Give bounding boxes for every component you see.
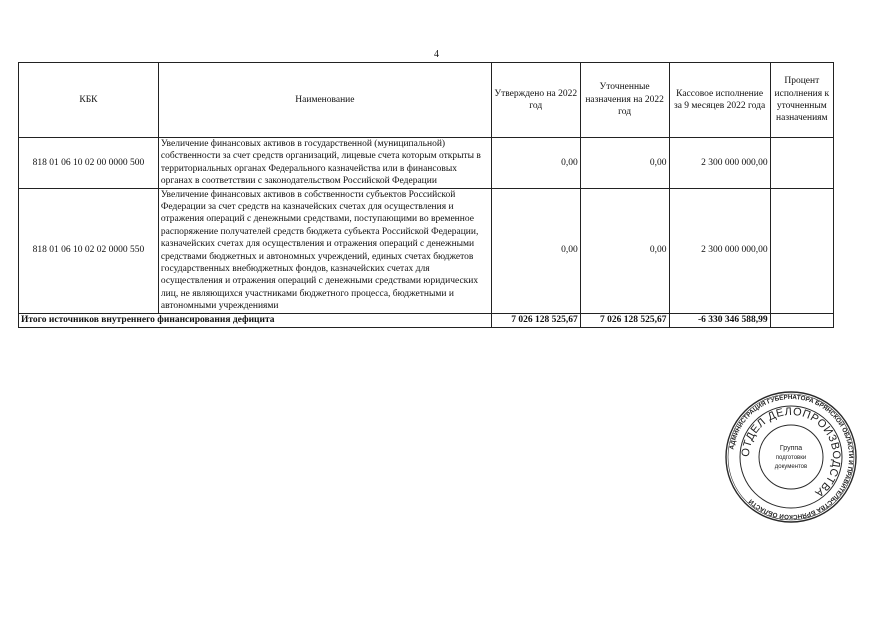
row-name: Увеличение финансовых активов в собственности субъектов Российской Федерации за счет средств на казначейских счетах для осуществления и отражения операций с денежными средствами, поступающими во временное распоряжение получателей средств бюджета субъекта Российской Федерации, казначейских счетах для осуществления и отражения операций с денежными средствами бюджетных и автономных учреждений, единых счетах бюджетов государственных внебюджетных фондов, казначейских счетах для осуществления и отражения операций с денежными средствами юридических лиц, не являющихся участниками бюджетного процесса, бюджетными и автономными учреждениями [158,188,491,313]
row-approved: 0,00 [491,188,580,313]
stamp-center-line-1: Группа [779,445,803,452]
stamp-center-line-3: документов [774,464,808,470]
stamp-middle-text: ОТДЕЛ ДЕЛОПРОИЗВОДСТВА [739,405,843,500]
table-header-row [19,63,834,138]
header-specified: Уточненные назначения на 2022 год [580,63,669,138]
row-kbk: 818 01 06 10 02 02 0000 550 [19,188,159,313]
total-percent [770,313,833,327]
row-cash-execution: 2 300 000 000,00 [669,138,770,189]
total-specified: 7 026 128 525,67 [580,313,669,327]
budget-table [18,62,834,328]
row-name: Увеличение финансовых активов в государственной (муниципальной) собственности за счет средств организаций, лицевые счета которым открыты в территориальных органах Федерального казначейства или в финансовых органах в соответствии с законодательством Российской Федерации [158,138,491,189]
stamp-center-line-2: подготовки [775,455,807,461]
header-approved: Утверждено на 2022 год [491,63,580,138]
row-kbk: 818 01 06 10 02 00 0000 500 [19,138,159,189]
page-number: 4 [434,49,439,60]
stamp-outer-text: АДМИНИСТРАЦИЯ ГУБЕРНАТОРА БРЯНСКОЙ ОБЛАСТИ И ПРАВИТЕЛЬСТВА БРЯНСКОЙ ОБЛАСТИ [728,393,855,521]
header-name: Наименование [158,63,491,138]
total-label: Итого источников внутреннего финансирования дефицита [19,313,492,327]
total-cash-execution: -6 330 346 588,99 [669,313,770,327]
row-percent [770,188,833,313]
row-specified: 0,00 [580,188,669,313]
total-row [19,313,834,327]
total-approved: 7 026 128 525,67 [491,313,580,327]
header-percent: Процент исполнения к уточненным назначениям [770,63,833,138]
header-cash-execution: Кассовое исполнение за 9 месяцев 2022 года [669,63,770,138]
row-specified: 0,00 [580,138,669,189]
row-cash-execution: 2 300 000 000,00 [669,188,770,313]
row-approved: 0,00 [491,138,580,189]
office-stamp [724,390,858,524]
table-row [19,138,834,189]
svg-text:ОТДЕЛ ДЕЛОПРОИЗВОДСТВА [740,406,842,500]
row-percent [770,138,833,189]
table-row [19,188,834,313]
header-kbk: КБК [19,63,159,138]
